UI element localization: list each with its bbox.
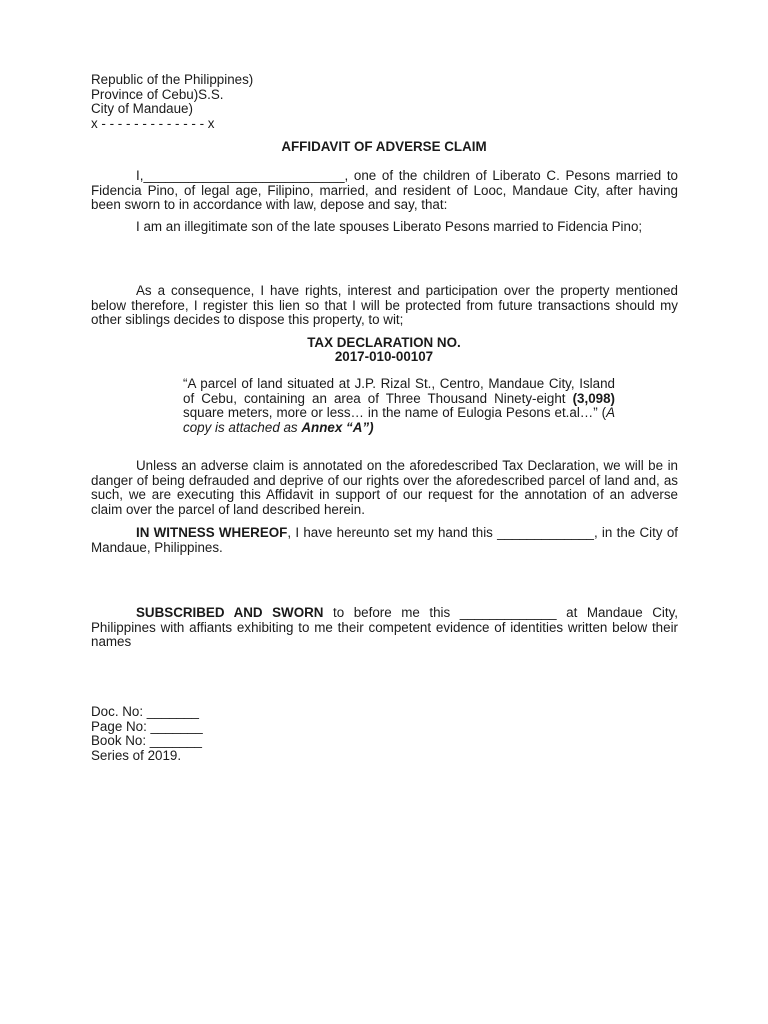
witness-text-1: , I have hereunto set my hand this (287, 525, 498, 540)
tax-declaration-label: TAX DECLARATION NO. (307, 335, 461, 350)
property-description (183, 377, 615, 435)
notary-doc-no: Doc. No: _______ (91, 704, 199, 719)
intro-prefix: I, (136, 168, 144, 183)
description-text-1: “A parcel of land situated at J.P. Rizal St., Centro, Mandaue City, Island of Cebu, containing an area of Three Thousand Ninety-eight (183, 376, 615, 406)
subscribed-bold: SUBSCRIBED AND SWORN (136, 605, 324, 620)
document-title: AFFIDAVIT OF ADVERSE CLAIM (281, 139, 487, 154)
notary-block (91, 705, 678, 763)
header-city: City of Mandaue) (91, 101, 193, 117)
notary-series: Series of 2019. (91, 747, 182, 763)
subscribed-text-2: at Mandaue City, Philippines with affiants exhibiting to me their competent evidence of identities written below their names (91, 605, 678, 650)
header-republic: Republic of the Philippines) (91, 72, 254, 87)
witness-paragraph (91, 526, 678, 555)
witness-text-2: , in the City of Mandaue, Philippines. (91, 525, 678, 555)
description-attached-italic: A copy is attached as (183, 405, 615, 435)
header-province: Province of Cebu)S.S. (91, 86, 224, 102)
venue-header (91, 73, 678, 131)
tax-declaration-number: 2017-010-00107 (334, 349, 434, 364)
paragraph-adverse-claim (91, 459, 678, 517)
paragraph-3-text: Unless an adverse claim is annotated on the aforedescribed Tax Declaration, we will be in danger of being defrauded and deprive of our rights over the aforedescribed parcel of land and, as such, we are executing this Affidavit in support of our request for the annotation of an adverse claim over the parcel of land described herein. (91, 458, 678, 517)
subscribed-paragraph (91, 606, 678, 650)
paragraph-1-text: I am an illegitimate son of the late spouses Liberato Pesons married to Fidencia Pino; (136, 219, 643, 234)
intro-name-blank: ___________________________ (143, 168, 345, 183)
description-area-bold: (3,098) (572, 390, 615, 406)
witness-bold: IN WITNESS WHEREOF (136, 525, 288, 540)
subscribed-date-blank: _____________ (459, 605, 557, 620)
notary-page-no: Page No: _______ (91, 718, 203, 734)
paragraph-rights (91, 284, 678, 328)
intro-text: , one of the children of Liberato C. Pesons married to Fidencia Pino, of legal age, Filipino, married, and resident of Looc, Mandaue City, after having been sworn to in accordance with law, depose and say, that: (91, 168, 678, 213)
header-separator: x - - - - - - - - - - - - - x (91, 115, 215, 131)
paragraph-illegitimate-son (91, 220, 678, 235)
notary-book-no: Book No: _______ (91, 733, 202, 749)
subscribed-text-1: to before me this (323, 605, 460, 620)
paragraph-2-text: As a consequence, I have rights, interest and participation over the property mentioned below therefore, I register this lien so that I will be protected from future transactions should my other siblings decides to dispose this property, to wit; (91, 283, 678, 328)
description-text-2: square meters, more or less… in the name of Eulogia Pesons et.al…” ( (183, 405, 607, 421)
intro-paragraph (91, 169, 678, 213)
description-annex: Annex “A”) (301, 419, 374, 435)
witness-date-blank: _____________ (497, 525, 594, 540)
